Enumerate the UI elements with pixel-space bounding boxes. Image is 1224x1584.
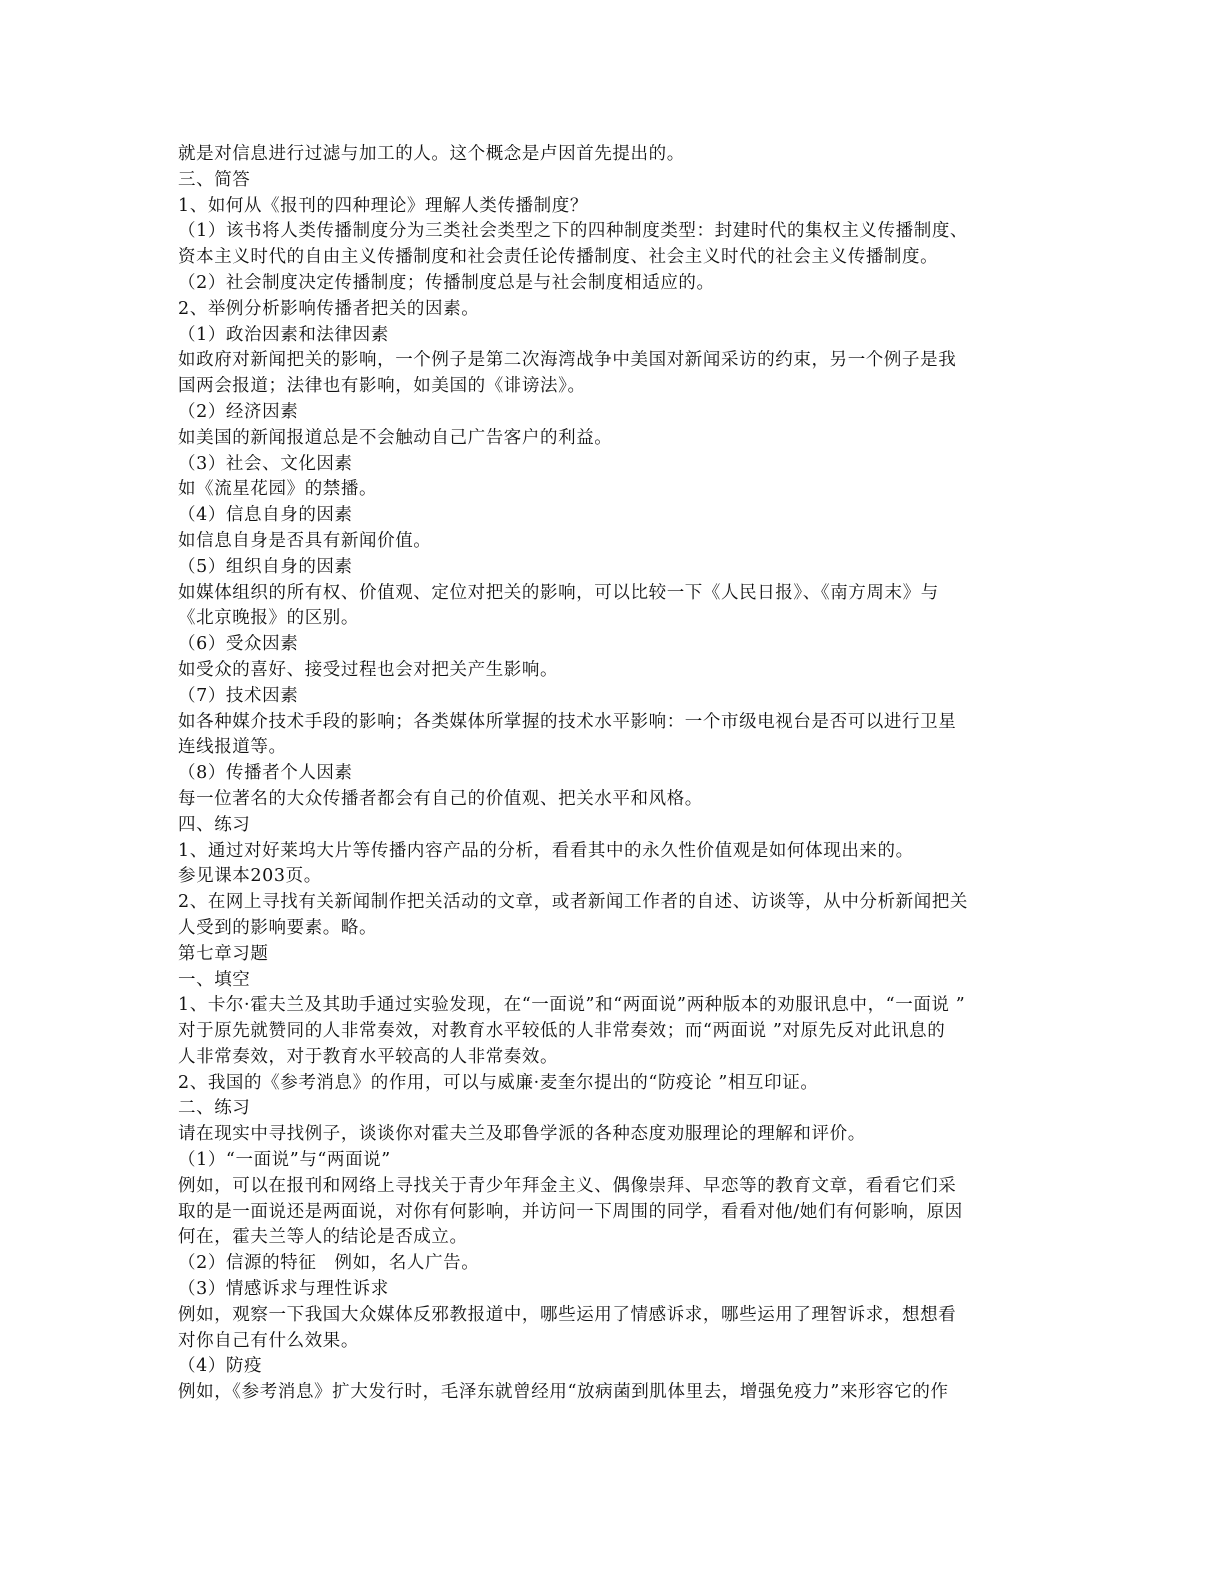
text-line: 如各种媒介技术手段的影响；各类媒体所掌握的技术水平影响：一个市级电视台是否可以进行卫星 (178, 711, 957, 732)
text-line: 1、如何从《报刊的四种理论》理解人类传播制度？ (178, 195, 588, 216)
text-line: 二、练习 (178, 1098, 251, 1119)
text-line: （8）传播者个人因素 (178, 763, 353, 784)
text-line: （3）社会、文化因素 (178, 453, 353, 474)
text-line: 如媒体组织的所有权、价值观、定位对把关的影响，可以比较一下《人民日报》、《南方周末》与 (178, 582, 939, 603)
text-line: 1、卡尔·霍夫兰及其助手通过实验发现，在“一面说”和“两面说”两种版本的劝服讯息中，“一面说 ” (178, 995, 966, 1016)
text-line: （1）“一面说”与“两面说” (178, 1150, 391, 1171)
text-line: 人受到的影响要素。略。 (178, 917, 378, 938)
text-line: 如政府对新闻把关的影响，一个例子是第二次海湾战争中美国对新闻采访的约束，另一个例子是我 (178, 350, 957, 371)
document-page (178, 142, 1048, 1406)
text-line: 就是对信息进行过滤与加工的人。这个概念是卢因首先提出的。 (178, 144, 685, 164)
text-line: 资本主义时代的自由主义传播制度和社会责任论传播制度、社会主义时代的社会主义传播制度。 (178, 247, 939, 268)
text-line: （4）信息自身的因素 (178, 505, 353, 526)
text-line: 三、简答 (178, 169, 251, 190)
text-line: 1、通过对好莱坞大片等传播内容产品的分析，看看其中的永久性价值观是如何体现出来的。 (178, 840, 914, 861)
text-line: 2、我国的《参考消息》的作用，可以与威廉·麦奎尔提出的“防疫论 ”相互印证。 (178, 1072, 819, 1093)
text-line: （1）该书将人类传播制度分为三类社会类型之下的四种制度类型：封建时代的集权主义传播制度、 (178, 221, 969, 242)
text-line: 如信息自身是否具有新闻价值。 (178, 530, 432, 551)
text-line: 2、在网上寻找有关新闻制作把关活动的文章，或者新闻工作者的自述、访谈等，从中分析新闻把关 (178, 892, 969, 913)
text-line: 2、举例分析影响传播者把关的因素。 (178, 298, 480, 319)
text-line: （4）防疫 (178, 1356, 263, 1377)
text-line: 取的是一面说还是两面说，对你有何影响，并访问一下周围的同学，看看对他/她们有何影响，原因 (178, 1201, 963, 1222)
text-line: （6）受众因素 (178, 634, 299, 655)
text-line: 一、填空 (178, 969, 251, 990)
text-line: 参见课本203页。 (178, 866, 322, 887)
text-line: （7）技术因素 (178, 685, 299, 706)
text-line: （2）经济因素 (178, 401, 299, 422)
text-line: 《北京晚报》的区别。 (178, 608, 359, 629)
text-line: 人非常奏效，对于教育水平较高的人非常奏效。 (178, 1046, 559, 1067)
text-line: 第七章习题 (178, 943, 269, 964)
text-line: 请在现实中寻找例子，谈谈你对霍夫兰及耶鲁学派的各种态度劝服理论的理解和评价。 (178, 1124, 866, 1145)
text-line: （1）政治因素和法律因素 (178, 324, 389, 345)
text-line: 对于原先就赞同的人非常奏效，对教育水平较低的人非常奏效；而“两面说 ”对原先反对此讯息的 (178, 1021, 946, 1042)
text-line: （3）情感诉求与理性诉求 (178, 1279, 389, 1300)
text-line: （5）组织自身的因素 (178, 556, 353, 577)
text-line: （2）信源的特征 例如，名人广告。 (178, 1253, 480, 1274)
text-line: 例如，观察一下我国大众媒体反邪教报道中，哪些运用了情感诉求，哪些运用了理智诉求，想想看 (178, 1304, 957, 1325)
text-line: （2）社会制度决定传播制度；传播制度总是与社会制度相适应的。 (178, 272, 715, 293)
text-line: 四、练习 (178, 814, 251, 835)
text-line: 对你自己有什么效果。 (178, 1330, 359, 1351)
text-line: 如美国的新闻报道总是不会触动自己广告客户的利益。 (178, 427, 613, 448)
text-line: 国两会报道；法律也有影响，如美国的《诽谤法》。 (178, 376, 586, 397)
text-line: 何在，霍夫兰等人的结论是否成立。 (178, 1227, 468, 1248)
text-line: 如受众的喜好、接受过程也会对把关产生影响。 (178, 659, 559, 680)
text-line: 连线报道等。 (178, 737, 287, 758)
text-line: 例如，《参考消息》扩大发行时，毛泽东就曾经用“放病菌到肌体里去，增强免疫力”来形容它的作 (178, 1382, 949, 1403)
text-line: 每一位著名的大众传播者都会有自己的价值观、把关水平和风格。 (178, 788, 703, 809)
text-line: 例如，可以在报刊和网络上寻找关于青少年拜金主义、偶像崇拜、早恋等的教育文章，看看它们采 (178, 1175, 957, 1196)
text-line: 如《流星花园》的禁播。 (178, 479, 378, 500)
